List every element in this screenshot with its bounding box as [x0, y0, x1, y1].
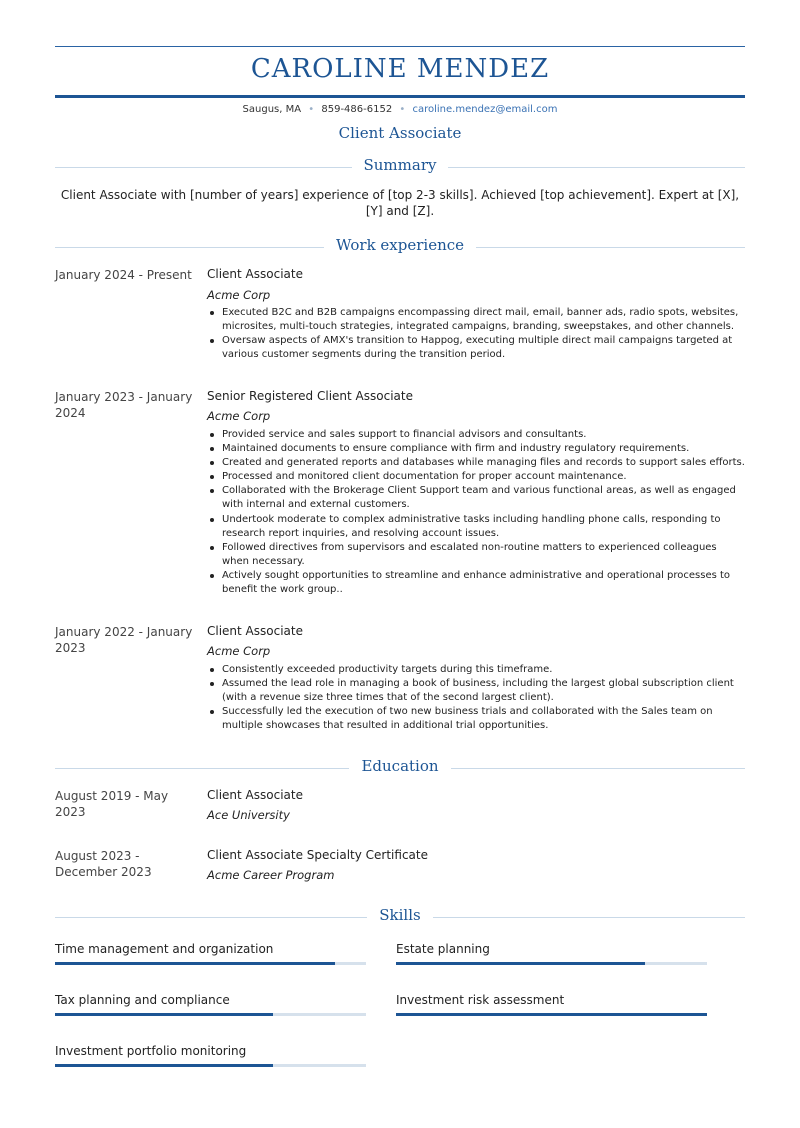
education-school: Ace University — [207, 808, 290, 822]
job-bullets — [207, 428, 745, 597]
skill-bar-fill — [55, 962, 335, 965]
skill-item — [55, 993, 366, 1007]
job-company: Acme Corp — [207, 288, 271, 302]
skill-name: Estate planning — [396, 942, 490, 956]
job-company: Acme Corp — [207, 644, 271, 658]
section-heading-education — [55, 757, 745, 779]
list-item: Actively sought opportunities to streamline and enhance administrative and operational processes to benefit the work group.. — [207, 569, 745, 597]
separator-dot-icon: • — [399, 104, 406, 115]
candidate-name: CAROLINE MENDEZ — [250, 54, 550, 84]
job-date: January 2024 - Present — [55, 268, 192, 282]
section-title: Education — [349, 757, 450, 775]
name-rule — [55, 95, 745, 98]
section-heading-work — [55, 236, 745, 258]
education-school: Acme Career Program — [207, 868, 335, 882]
skill-bar — [55, 962, 366, 965]
list-item: Consistently exceeded productivity targets during this timeframe. — [207, 663, 745, 677]
list-item: Executed B2C and B2B campaigns encompassing direct mail, email, banner ads, radio spots, websites, microsites, multi-touch strategies, integrated campaigns, branding, sweepstakes, and other channels. — [207, 306, 745, 334]
contact-line — [55, 104, 745, 115]
job-company: Acme Corp — [207, 409, 271, 423]
list-item: Assumed the lead role in managing a book of business, including the largest global subscription client (with a revenue size three times that of the second largest client). — [207, 677, 745, 705]
list-item: Processed and monitored client documentation for proper account maintenance. — [207, 470, 745, 484]
skill-name: Investment risk assessment — [396, 993, 565, 1007]
skill-name: Time management and organization — [55, 942, 274, 956]
skill-bar-fill — [396, 1013, 707, 1016]
job-date: January 2022 - January 2023 — [55, 625, 193, 655]
skill-bar-fill — [55, 1013, 273, 1016]
list-item: Oversaw aspects of AMX's transition to Happog, executing multiple direct mail campaigns targeted at various customer segments during the transition period. — [207, 334, 745, 362]
section-title: Skills — [367, 906, 432, 924]
skill-bar — [55, 1064, 366, 1067]
section-title: Summary — [352, 156, 449, 174]
skill-name: Investment portfolio monitoring — [55, 1044, 247, 1058]
job-bullets — [207, 663, 745, 733]
section-heading-summary — [55, 156, 745, 178]
summary-text: Client Associate with [number of years] experience of [top 2-3 skills]. Achieved [top achievement]. Expert at [X], [Y] and [Z]. — [60, 188, 740, 218]
list-item: Undertook moderate to complex administrative tasks including handling phone calls, responding to research report inquiries, and resolving account issues. — [207, 513, 745, 541]
list-item: Maintained documents to ensure compliance with firm and industry regulatory requirements. — [207, 442, 745, 456]
skill-item — [396, 993, 707, 1007]
list-item: Created and generated reports and databases while managing files and records to support sales efforts. — [207, 456, 745, 470]
top-rule — [55, 46, 745, 47]
list-item: Collaborated with the Brokerage Client Support team and various functional areas, as well as engaged with internal and external customers. — [207, 484, 745, 512]
skill-bar-fill — [396, 962, 645, 965]
skill-bar — [396, 1013, 707, 1016]
skill-item — [55, 1044, 366, 1058]
skill-bar — [55, 1013, 366, 1016]
job-role: Client Associate — [207, 267, 303, 281]
skill-bar — [396, 962, 707, 965]
job-role: Senior Registered Client Associate — [207, 389, 413, 403]
phone: 859-486-6152 — [321, 104, 393, 115]
education-degree: Client Associate — [207, 788, 303, 802]
skill-item — [396, 942, 707, 956]
list-item: Followed directives from supervisors and escalated non-routine matters to experienced colleagues when necessary. — [207, 541, 745, 569]
section-title: Work experience — [324, 236, 476, 254]
email-link[interactable]: caroline.mendez@email.com — [412, 104, 558, 115]
list-item: Successfully led the execution of two new business trials and collaborated with the Sales team on multiple showcases that resulted in additional trial opportunities. — [207, 705, 745, 733]
education-date: August 2023 - December 2023 — [55, 849, 152, 879]
skill-name: Tax planning and compliance — [55, 993, 230, 1007]
skill-item — [55, 942, 366, 956]
job-title: Client Associate — [338, 124, 462, 142]
list-item: Provided service and sales support to financial advisors and consultants. — [207, 428, 745, 442]
separator-dot-icon: • — [308, 104, 315, 115]
location: Saugus, MA — [242, 104, 302, 115]
skill-bar-fill — [55, 1064, 273, 1067]
education-date: August 2019 - May 2023 — [55, 789, 169, 819]
education-degree: Client Associate Specialty Certificate — [207, 848, 428, 862]
job-role: Client Associate — [207, 624, 303, 638]
section-heading-skills — [55, 906, 745, 928]
job-bullets — [207, 306, 745, 362]
job-date: January 2023 - January 2024 — [55, 390, 193, 420]
